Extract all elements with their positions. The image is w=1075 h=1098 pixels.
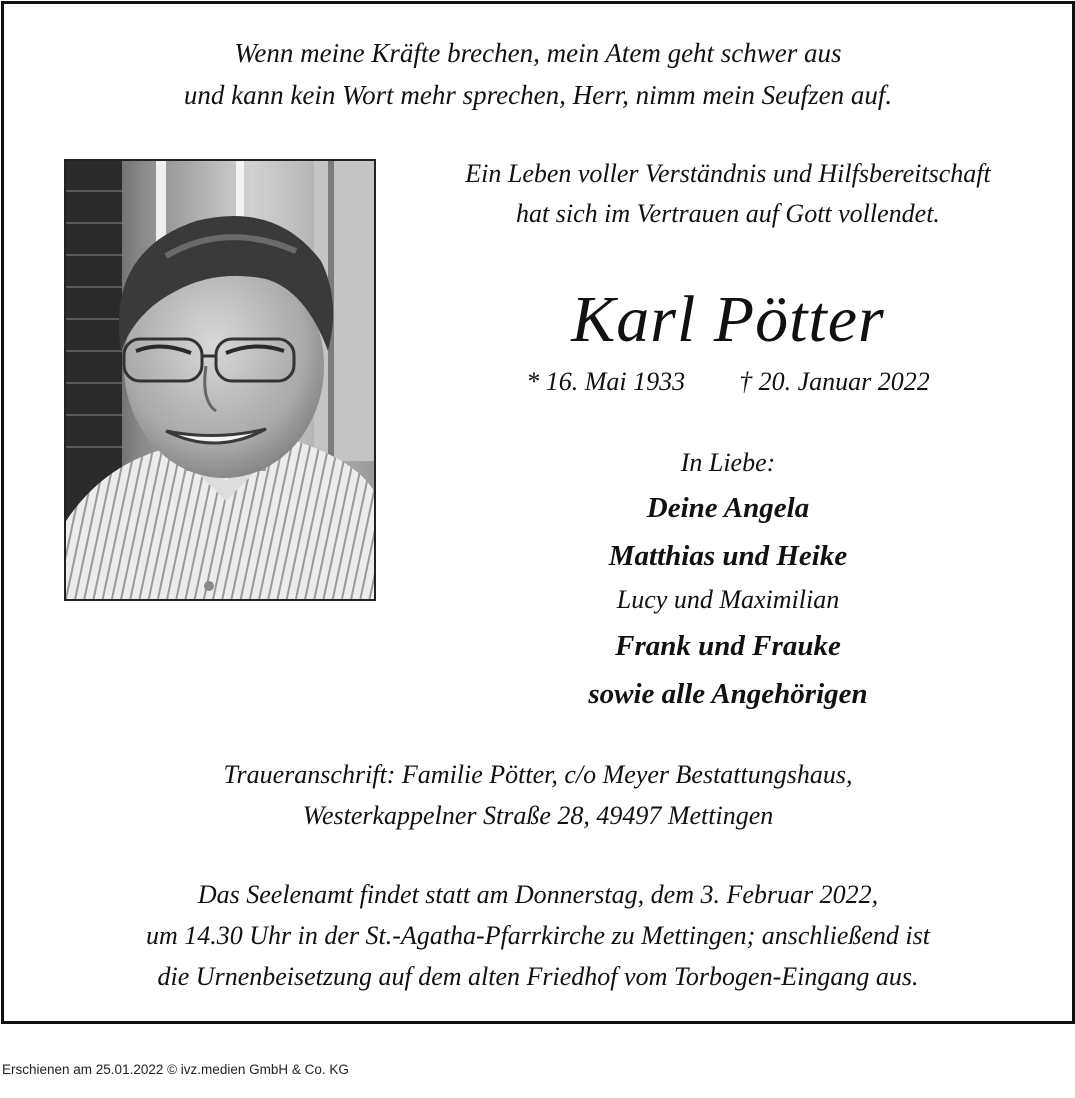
verse-line-1: Wenn meine Kräfte brechen, mein Atem geht schwer aus [234, 38, 842, 68]
portrait-illustration [66, 161, 374, 599]
obituary-frame [1, 1, 1075, 1024]
service-line-1: Das Seelenamt findet statt am Donnerstag, dem 3. Februar 2022, [197, 880, 879, 909]
mourners-intro: In Liebe: [680, 448, 776, 477]
mourner-line-3: Lucy und Maximilian [616, 585, 840, 614]
mourner-line-5: sowie alle Angehörigen [588, 678, 868, 710]
service-line-2: um 14.30 Uhr in der St.-Agatha-Pfarrkirche zu Mettingen; anschließend ist [146, 921, 930, 950]
portrait-photo [64, 159, 376, 601]
address-line-2: Westerkappelner Straße 28, 49497 Mettingen [302, 801, 774, 830]
address-line-1: Traueranschrift: Familie Pötter, c/o Meyer Bestattungshaus, [223, 760, 853, 789]
mourner-line-2: Matthias und Heike [608, 540, 848, 572]
birth-date: * 16. Mai 1933 [526, 367, 686, 396]
mourner-line-1: Deine Angela [646, 492, 810, 524]
deceased-name: Karl Pötter [571, 283, 885, 356]
mourner-line-4: Frank und Frauke [615, 630, 841, 662]
verse-line-2: und kann kein Wort mehr sprechen, Herr, nimm mein Seufzen auf. [183, 80, 893, 110]
life-dates [384, 367, 1072, 397]
tribute-line-2: hat sich im Vertrauen auf Gott vollendet. [516, 199, 940, 228]
tribute-line-1: Ein Leben voller Verständnis und Hilfsbereitschaft [465, 159, 991, 188]
death-date: † 20. Januar 2022 [739, 367, 930, 396]
publication-credit: Erschienen am 25.01.2022 © ivz.medien GmbH & Co. KG [2, 1062, 349, 1077]
service-line-3: die Urnenbeisetzung auf dem alten Friedhof vom Torbogen-Eingang aus. [157, 962, 919, 991]
